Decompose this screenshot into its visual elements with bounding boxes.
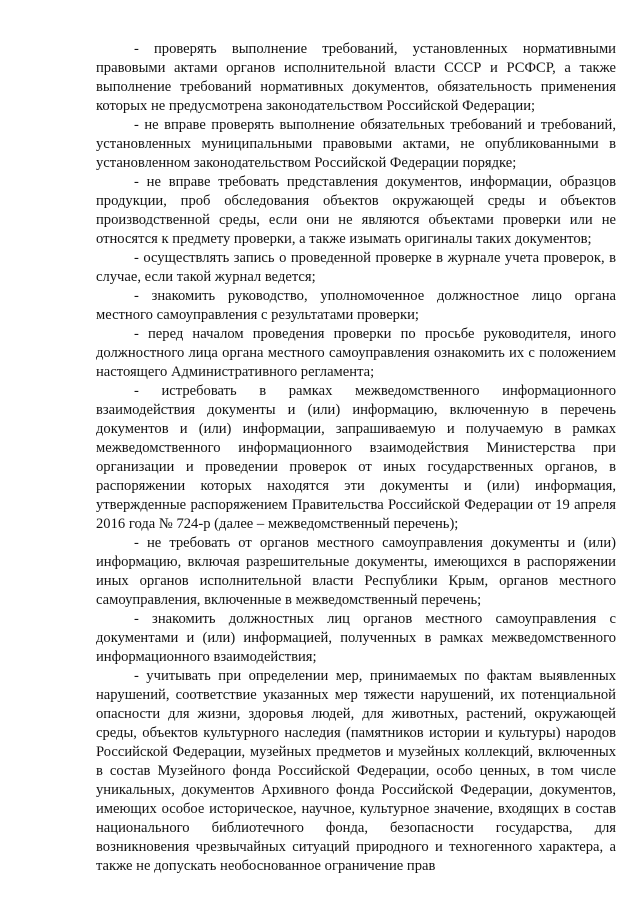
paragraph-2: - не вправе проверять выполнение обязательных требований и требований, установленных муниципальными правовыми актами, не опубликованными в установленном законодательством Российской Федерации порядке;	[96, 117, 616, 171]
paragraph-7: - истребовать в рамках межведомственного информационного взаимодействия документы и (или) информацию, включенную в перечень документов и (или) информации, запрашиваемую и получаемую в рамках межведомственного информационного взаимодействия Министерства при организации и проведении проверок от иных государственных органов, в распоряжении которых находятся эти документы и (или) информация, утвержденные распоряжением Правительства Российской Федерации от 19 апреля 2016 года № 724-р (далее – межведомственный перечень);	[96, 383, 616, 532]
paragraph-1: - проверять выполнение требований, установленных нормативными правовыми актами органов исполнительной власти СССР и РСФСР, а также выполнение требований нормативных документов, обязательность применения которых не предусмотрена законодательством Российской Федерации;	[96, 41, 616, 114]
paragraph-4: - осуществлять запись о проведенной проверке в журнале учета проверок, в случае, если такой журнал ведется;	[96, 250, 616, 285]
paragraph-6: - перед началом проведения проверки по просьбе руководителя, иного должностного лица органа местного самоуправления ознакомить их с положением настоящего Административного регламента;	[96, 326, 616, 380]
paragraph-8: - не требовать от органов местного самоуправления документы и (или) информацию, включая разрешительные документы, имеющихся в распоряжении иных органов исполнительной власти Республики Крым, органов местного самоуправления, включенные в межведомственный перечень;	[96, 535, 616, 608]
document-page	[96, 40, 616, 876]
paragraph-3: - не вправе требовать представления документов, информации, образцов продукции, проб обследования объектов окружающей среды и объектов производственной среды, если они не являются объектами проверки или не относятся к предмету проверки, а также изымать оригиналы таких документов;	[96, 174, 616, 247]
paragraph-5: - знакомить руководство, уполномоченное должностное лицо органа местного самоуправления с результатами проверки;	[96, 288, 616, 323]
paragraph-9: - знакомить должностных лиц органов местного самоуправления с документами и (или) информацией, полученных в рамках межведомственного информационного взаимодействия;	[96, 611, 616, 665]
paragraph-10: - учитывать при определении мер, принимаемых по фактам выявленных нарушений, соответствие указанных мер тяжести нарушений, их потенциальной опасности для жизни, здоровья людей, для животных, растений, окружающей среды, объектов культурного наследия (памятников истории и культуры) народов Российской Федерации, музейных предметов и музейных коллекций, включенных в состав Музейного фонда Российской Федерации, особо ценных, в том числе уникальных, документов Архивного фонда Российской Федерации, документов, имеющих особое историческое, научное, культурное значение, входящих в состав национального библиотечного фонда, безопасности государства, для возникновения чрезвычайных ситуаций природного и техногенного характера, а также не допускать необоснованное ограничение прав	[96, 668, 616, 874]
